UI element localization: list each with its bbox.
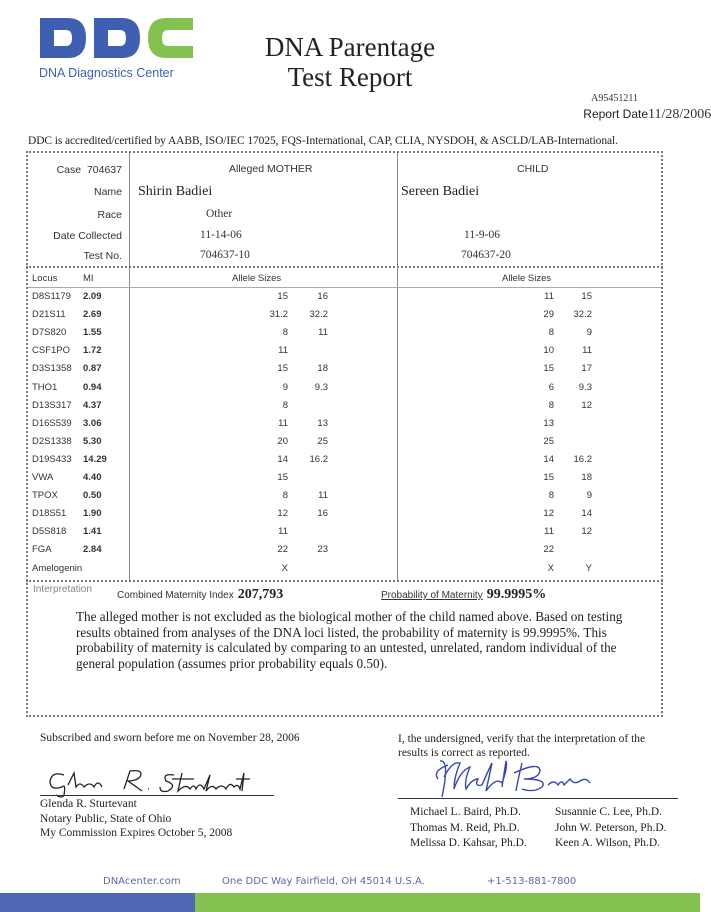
footer-phone: +1-513-881-7800 xyxy=(487,876,577,887)
maternity-index: 1.55 xyxy=(83,327,102,339)
child-allele-1: 8 xyxy=(548,490,554,502)
race-label: Race xyxy=(97,209,122,221)
director-signature-line xyxy=(398,798,678,799)
locus-row xyxy=(32,454,672,472)
director-name: Susannie C. Lee, Ph.D. xyxy=(555,806,663,818)
child-allele-1: 6 xyxy=(548,381,554,393)
maternity-index: 0.87 xyxy=(83,363,102,375)
report-date-value: 11/28/2006 xyxy=(648,107,711,122)
maternity-index: 4.37 xyxy=(83,399,102,411)
maternity-index: 3.06 xyxy=(83,417,102,429)
cmi-value: 207,793 xyxy=(237,587,284,602)
footer-address: One DDC Way Fairfield, OH 45014 U.S.A. xyxy=(222,876,425,887)
child-allele-2: 32.2 xyxy=(573,309,592,321)
mother-allele-1: 11 xyxy=(278,417,288,429)
locus-row xyxy=(32,472,672,490)
divider-case-loci xyxy=(26,266,663,268)
locus-row xyxy=(32,327,672,345)
locus-name: D2S1338 xyxy=(32,435,72,447)
child-allele-1: X xyxy=(547,562,554,574)
locus-name: CSF1PO xyxy=(32,345,71,357)
child-allele-1: 12 xyxy=(543,508,554,520)
child-allele-1: 8 xyxy=(548,399,554,411)
ddc-logo xyxy=(38,14,198,84)
mother-allele-2: 9.3 xyxy=(314,381,328,393)
notary-details xyxy=(40,797,232,841)
mother-allele-2: 13 xyxy=(317,417,328,429)
verification-statement: I, the undersigned, verify that the interpretation of the results is correct as reported. xyxy=(398,733,646,759)
combined-maternity-index xyxy=(117,587,283,603)
mother-allele-1: 8 xyxy=(282,490,288,502)
director-name: Michael L. Baird, Ph.D. xyxy=(410,806,521,818)
locus-row xyxy=(32,436,672,454)
pom-value: 99.9995% xyxy=(486,587,547,602)
child-name: Sereen Badiei xyxy=(401,184,480,199)
child-allele-2: 17 xyxy=(581,363,592,375)
mother-allele-2: 16.2 xyxy=(309,453,328,465)
child-allele-1: 25 xyxy=(543,435,554,447)
mother-allele-2: 16 xyxy=(317,291,328,302)
mother-allele-2: 25 xyxy=(317,435,328,447)
locus-row xyxy=(32,309,672,327)
case-number xyxy=(27,164,122,176)
loci-header-row xyxy=(32,273,672,291)
locus-row xyxy=(32,544,672,562)
maternity-index: 2.09 xyxy=(83,291,102,302)
director-signature xyxy=(430,757,600,799)
director-name: Melissa D. Kahsar, Ph.D. xyxy=(410,837,527,850)
accreditation-statement: DDC is accredited/certified by AABB, ISO/IEC 17025, FQS-International, CAP, CLIA, NYSDOH, & ASCLD/LAB-International. xyxy=(28,135,618,147)
locus-name: D3S1358 xyxy=(32,363,72,375)
mother-alleles-header: Allele Sizes xyxy=(232,273,282,284)
mother-allele-1: 22 xyxy=(277,544,288,556)
locus-name: VWA xyxy=(32,472,54,483)
locus-name: D5S818 xyxy=(32,526,67,538)
report-date-label: Report Date xyxy=(583,107,648,121)
reference-number: A95451211 xyxy=(591,93,638,104)
mother-allele-1: 8 xyxy=(282,327,288,339)
child-allele-1: 8 xyxy=(548,327,554,339)
child-allele-2: Y xyxy=(585,562,592,574)
mother-allele-1: 20 xyxy=(277,435,288,447)
mother-allele-1: 8 xyxy=(282,399,288,411)
child-allele-1: 11 xyxy=(544,526,554,538)
mother-allele-2: 16 xyxy=(317,508,328,520)
footer-bar-green xyxy=(195,893,700,912)
mother-allele-1: 9 xyxy=(282,381,288,393)
child-allele-2: 12 xyxy=(581,526,592,538)
mother-allele-2: 18 xyxy=(317,363,328,375)
child-heading: CHILD xyxy=(517,163,549,175)
locus-row xyxy=(32,418,672,436)
locus-row xyxy=(32,382,672,400)
director-name: John W. Peterson, Ph.D. xyxy=(555,821,667,834)
case-number-value: 704637 xyxy=(86,164,122,176)
locus-header: Locus xyxy=(32,273,58,284)
mother-allele-1: X xyxy=(281,562,288,574)
name-label: Name xyxy=(93,186,122,198)
interpretation-label: Interpretation xyxy=(33,584,92,595)
interpretation-text: The alleged mother is not excluded as the biological mother of the child named above. Based on testing results obtained from analyses of the DNA loci listed, the probability of maternity is 99.9995%. This probability of maternity is calculated by comparing to an untested, unrelated, random individual of the general population (assumes prior probability equals 0.50). xyxy=(76,609,623,671)
notary-signature-line xyxy=(40,795,274,796)
maternity-index: 2.84 xyxy=(83,544,102,556)
mother-allele-1: 14 xyxy=(277,453,288,465)
child-allele-2: 9 xyxy=(586,490,592,502)
mother-date-collected: 11-14-06 xyxy=(200,229,242,241)
mother-test-no: 704637-10 xyxy=(200,249,250,261)
maternity-index: 1.41 xyxy=(83,526,102,538)
ddc-logo-mark xyxy=(38,14,198,64)
locus-name: FGA xyxy=(32,544,52,556)
sworn-statement: Subscribed and sworn before me on November 28, 2006 xyxy=(40,732,300,744)
child-allele-2: 16.2 xyxy=(573,453,592,465)
locus-name: D7S820 xyxy=(32,327,67,339)
test-no-label: Test No. xyxy=(83,250,122,262)
child-allele-1: 11 xyxy=(544,291,554,302)
mother-allele-1: 15 xyxy=(277,291,288,302)
maternity-index: 14.29 xyxy=(83,453,107,465)
maternity-index: 5.30 xyxy=(83,435,102,447)
mother-allele-1: 15 xyxy=(277,472,288,483)
locus-row xyxy=(32,563,672,581)
child-allele-2: 12 xyxy=(581,399,592,411)
report-title xyxy=(230,32,470,92)
mother-allele-2: 11 xyxy=(318,490,328,502)
child-allele-2: 18 xyxy=(581,472,592,483)
director-names xyxy=(410,805,680,852)
locus-name: TPOX xyxy=(32,490,58,502)
locus-row xyxy=(32,345,672,363)
mother-allele-1: 12 xyxy=(277,508,288,520)
child-allele-2: 14 xyxy=(581,508,592,520)
brand-name: DNA Diagnostics Center xyxy=(39,66,174,80)
pom-label: Probability of Maternity xyxy=(381,590,483,601)
notary-expiration: My Commission Expires October 5, 2008 xyxy=(40,827,233,839)
child-allele-1: 15 xyxy=(543,363,554,375)
locus-name: D19S433 xyxy=(32,453,72,465)
mother-allele-2: 23 xyxy=(317,544,328,556)
child-allele-2: 15 xyxy=(581,291,592,302)
mother-name: Shirin Badiei xyxy=(138,184,213,199)
mother-heading: Alleged MOTHER xyxy=(229,163,313,175)
locus-name: D21S11 xyxy=(32,309,66,321)
locus-name: D13S317 xyxy=(32,399,72,411)
mother-allele-2: 32.2 xyxy=(309,309,328,321)
maternity-index: 2.69 xyxy=(83,309,102,321)
child-allele-1: 22 xyxy=(543,544,554,556)
title-line-1: DNA Parentage xyxy=(264,32,436,62)
mother-allele-1: 15 xyxy=(277,363,288,375)
locus-name: D8S1179 xyxy=(32,291,71,302)
mi-header: MI xyxy=(83,273,94,284)
locus-row xyxy=(32,400,672,418)
director-name: Thomas M. Reid, Ph.D. xyxy=(410,821,520,834)
title-line-2: Test Report xyxy=(287,62,413,92)
child-allele-1: 10 xyxy=(543,345,554,357)
date-collected-label: Date Collected xyxy=(53,230,122,242)
locus-name: D18S51 xyxy=(32,508,67,520)
case-label: Case xyxy=(56,164,82,176)
child-allele-1: 15 xyxy=(543,472,554,483)
child-allele-2: 9.3 xyxy=(578,381,592,393)
child-allele-2: 9 xyxy=(586,327,592,339)
mother-race: Other xyxy=(206,208,233,220)
child-alleles-header: Allele Sizes xyxy=(502,273,552,284)
locus-row xyxy=(32,490,672,508)
maternity-index: 1.90 xyxy=(83,508,102,520)
maternity-index: 0.94 xyxy=(83,381,102,393)
child-allele-1: 14 xyxy=(543,453,554,465)
locus-row xyxy=(32,508,672,526)
locus-name: THO1 xyxy=(32,381,58,393)
mother-allele-2: 11 xyxy=(318,327,328,339)
maternity-index: 0.50 xyxy=(83,490,102,502)
child-allele-1: 13 xyxy=(543,417,554,429)
footer-bar-blue xyxy=(0,893,195,912)
maternity-index: 1.72 xyxy=(83,345,102,357)
notary-signature xyxy=(44,765,274,797)
child-allele-2: 11 xyxy=(582,345,592,357)
maternity-index: 4.40 xyxy=(83,472,102,483)
locus-row xyxy=(32,363,672,381)
director-name: Keen A. Wilson, Ph.D. xyxy=(555,837,661,850)
cmi-label: Combined Maternity Index xyxy=(117,590,234,601)
mother-allele-1: 31.2 xyxy=(269,309,288,321)
probability-of-maternity xyxy=(381,587,546,603)
child-date-collected: 11-9-06 xyxy=(464,229,500,241)
notary-title: Notary Public, State of Ohio xyxy=(40,812,172,825)
locus-row xyxy=(32,291,672,309)
divider-case-col xyxy=(129,153,130,266)
child-allele-1: 29 xyxy=(543,309,554,321)
child-test-no: 704637-20 xyxy=(461,249,511,261)
locus-row xyxy=(32,526,672,544)
locus-name: Amelogenin xyxy=(32,562,83,574)
report-date xyxy=(583,107,711,122)
footer-website[interactable]: DNAcenter.com xyxy=(103,876,181,887)
mother-allele-1: 11 xyxy=(278,345,288,357)
notary-name: Glenda R. Sturtevant xyxy=(40,798,137,810)
locus-name: D16S539 xyxy=(32,417,72,429)
mother-allele-1: 11 xyxy=(278,526,288,538)
